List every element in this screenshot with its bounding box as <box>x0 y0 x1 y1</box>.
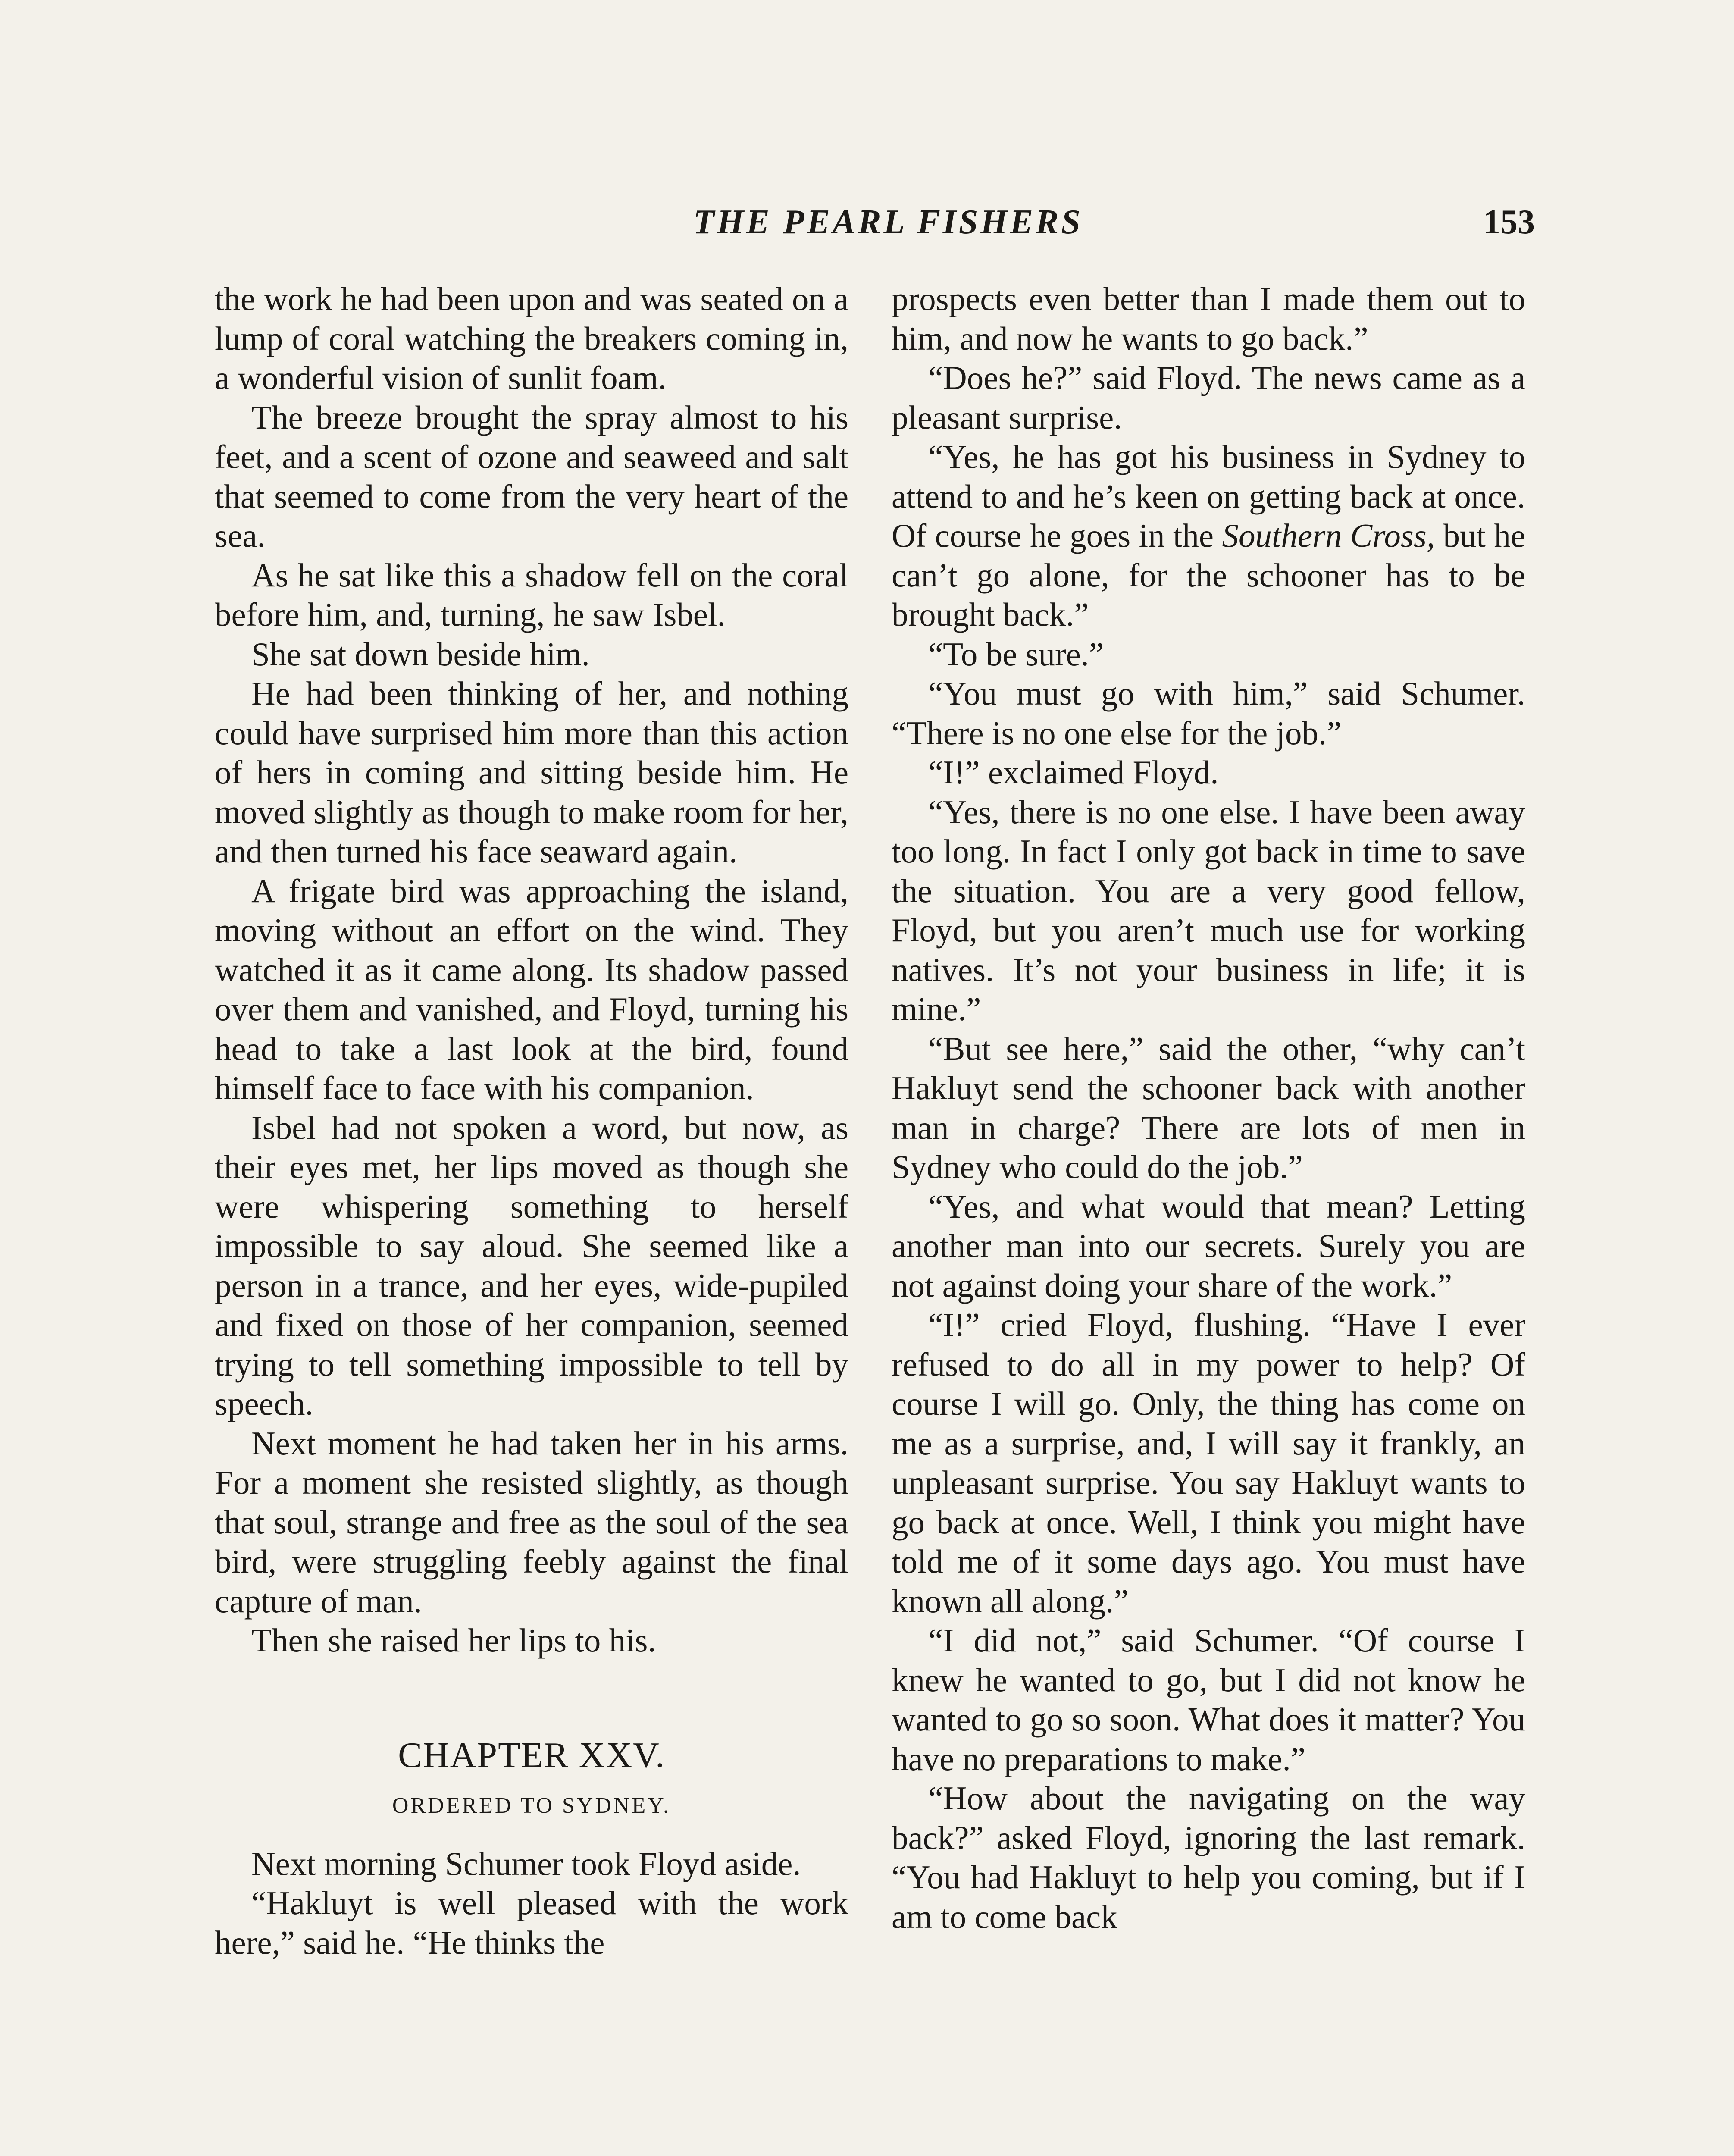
paragraph: “I!” cried Floyd, flushing. “Have I ever refused to do all in my power to help? Of course I will go. Only, the thing has come on me as a surprise, and, I will say it frankly, an unpleasant surprise. You say Hakluyt wants to go back at once. Well, I think you might have told me of it some days ago. You must have known all along.” <box>892 1306 1525 1620</box>
paragraph: He had been thinking of her, and nothing could have surprised him more than this action of hers in coming and sitting beside him. He moved slightly as though to make room for her, and then turned his face seaward again. <box>215 675 848 870</box>
paragraph: “How about the navigating on the way back?” asked Floyd, ignoring the last remark. “You had Hakluyt to help you coming, but if I am to come back <box>892 1780 1525 1935</box>
paragraph: As he sat like this a shadow fell on the coral before him, and, turning, he saw Isbel. <box>215 556 848 633</box>
paragraph: A frigate bird was approaching the island, moving without an effort on the wind. They watched it as it came along. Its shadow passed over them and vanished, and Floyd, turning his head to take a last look at the bird, found himself face to face with his companion. <box>215 872 848 1106</box>
right-column <box>892 279 1525 1937</box>
running-head <box>0 203 1734 254</box>
left-column <box>215 279 848 1962</box>
paragraph: The breeze brought the spray almost to his feet, and a scent of ozone and seaweed and salt that seemed to come from the very heart of the sea. <box>215 398 848 554</box>
text-run: but he can’t go alone, for the schooner has to be brought back.” <box>892 517 1525 633</box>
paragraph: “To be sure.” <box>928 635 1104 673</box>
paragraph: “Does he?” said Floyd. The news came as a pleasant surprise. <box>892 359 1525 436</box>
page-number: 153 <box>1483 203 1535 241</box>
paragraph: Next moment he had taken her in his arms. For a moment she resisted slightly, as though that soul, strange and free as the soul of the sea bird, were struggling feebly against the final capture of man. <box>215 1424 848 1620</box>
paragraph <box>892 437 1525 635</box>
paragraph: “Yes, there is no one else. I have been away too long. In fact I only got back in time to save the situation. You are a very good fellow, Floyd, but you aren’t much use for working natives. It’s not your business in life; it is mine.” <box>892 793 1525 1028</box>
paragraph: Next morning Schumer took Floyd aside. <box>251 1845 801 1882</box>
paragraph: “But see here,” said the other, “why can’t Hakluyt send the schooner back with another man in charge? There are lots of men in Sydney who could do the job.” <box>892 1030 1525 1185</box>
paragraph: the work he had been upon and was seated on a lump of coral watching the breakers coming in, a wonderful vision of sunlit foam. <box>215 280 848 396</box>
paragraph: Isbel had not spoken a word, but now, as their eyes met, her lips moved as though she were whispering something to herself impossible to say aloud. She seemed like a person in a trance, and her eyes, wide-pupiled and fixed on those of her companion, seemed trying to tell something impossible to tell by speech. <box>215 1109 848 1422</box>
chapter-title: CHAPTER XXV. <box>398 1735 665 1775</box>
chapter-subtitle: ORDERED TO SYDNEY. <box>392 1793 671 1818</box>
paragraph: Then she raised her lips to his. <box>251 1622 656 1659</box>
running-title: THE PEARL FISHERS <box>693 203 1083 241</box>
ship-name: Southern Cross, <box>1222 517 1435 554</box>
paragraph: She sat down beside him. <box>251 635 590 673</box>
paragraph: prospects even better than I made them out to him, and now he wants to go back.” <box>892 280 1525 357</box>
paragraph: “I!” exclaimed Floyd. <box>928 754 1219 791</box>
paragraph: “Yes, and what would that mean? Letting another man into our secrets. Surely you are not against doing your share of the work.” <box>892 1188 1525 1304</box>
paragraph: “You must go with him,” said Schumer. “There is no one else for the job.” <box>892 675 1525 752</box>
paragraph: “Hakluyt is well pleased with the work here,” said he. “He thinks the <box>215 1884 848 1961</box>
paragraph: “I did not,” said Schumer. “Of course I knew he wanted to go, but I did not know he wanted to go so soon. What does it matter? You have no preparations to make.” <box>892 1622 1525 1777</box>
text-run: “Yes, he has got his business in Sydney to attend to and he’s keen on getting back at once. Of course he goes in the <box>892 438 1525 554</box>
